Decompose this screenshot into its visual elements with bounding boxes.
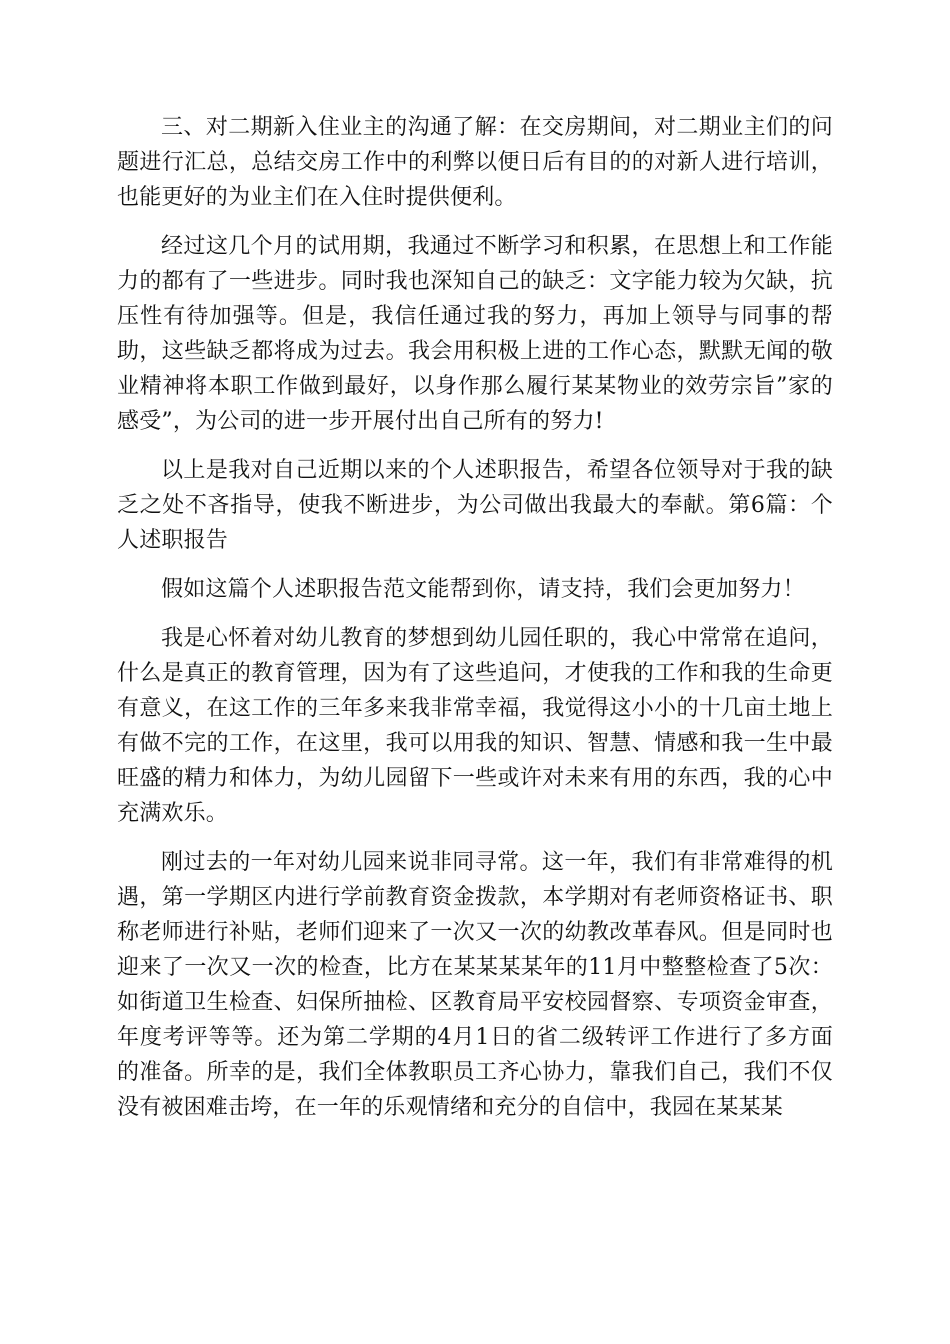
paragraph-2: 经过这几个月的试用期，我通过不断学习和积累，在思想上和工作能力的都有了一些进步。同时我也深知自己的缺乏：文字能力较为欠缺，抗压性有待加强等。但是，我信任通过我的努力，再加上领导与同事的帮助，这些缺乏都将成为过去。我会用积极上进的工作心态，默默无闻的敬业精神将本职工作做到最好，以身作那么履行某某物业的效劳宗旨”家的感受”，为公司的进一步开展付出自己所有的努力! xyxy=(117,234,833,434)
paragraph-5: 我是心怀着对幼儿教育的梦想到幼儿园任职的，我心中常常在追问，什么是真正的教育管理，因为有了这些追问，才使我的工作和我的生命更有意义，在这工作的三年多来我非常幸福，我觉得这小小的十几亩土地上有做不完的工作，在这里，我可以用我的知识、智慧、情感和我一生中最旺盛的精力和体力，为幼儿园留下一些或许对未来有用的东西，我的心中充满欢乐。 xyxy=(117,626,833,826)
paragraph-6: 刚过去的一年对幼儿园来说非同寻常。这一年，我们有非常难得的机遇，第一学期区内进行学前教育资金拨款，本学期对有老师资格证书、职称老师进行补贴，老师们迎来了一次又一次的幼教改革春风。但是同时也迎来了一次又一次的检查，比方在某某某某年的11月中整整检查了5次：如街道卫生检查、妇保所抽检、区教育局平安校园督察、专项资金审查，年度考评等等。还为第二学期的4月1日的省二级转评工作进行了多方面的准备。所幸的是，我们全体教职员工齐心协力，靠我们自己，我们不仅没有被困难击垮，在一年的乐观情绪和充分的自信中，我园在某某某 xyxy=(117,850,833,1120)
document-body xyxy=(117,110,833,1139)
paragraph-3: 以上是我对自己近期以来的个人述职报告，希望各位领导对于我的缺乏之处不吝指导，使我不断进步，为公司做出我最大的奉献。第6篇：个人述职报告 xyxy=(117,458,833,553)
paragraph-4: 假如这篇个人述职报告范文能帮到你，请支持，我们会更加努力！ xyxy=(161,577,805,602)
paragraph-1: 三、对二期新入住业主的沟通了解：在交房期间，对二期业主们的问题进行汇总，总结交房工作中的利弊以便日后有目的的对新人进行培训，也能更好的为业主们在入住时提供便利。 xyxy=(117,115,833,210)
